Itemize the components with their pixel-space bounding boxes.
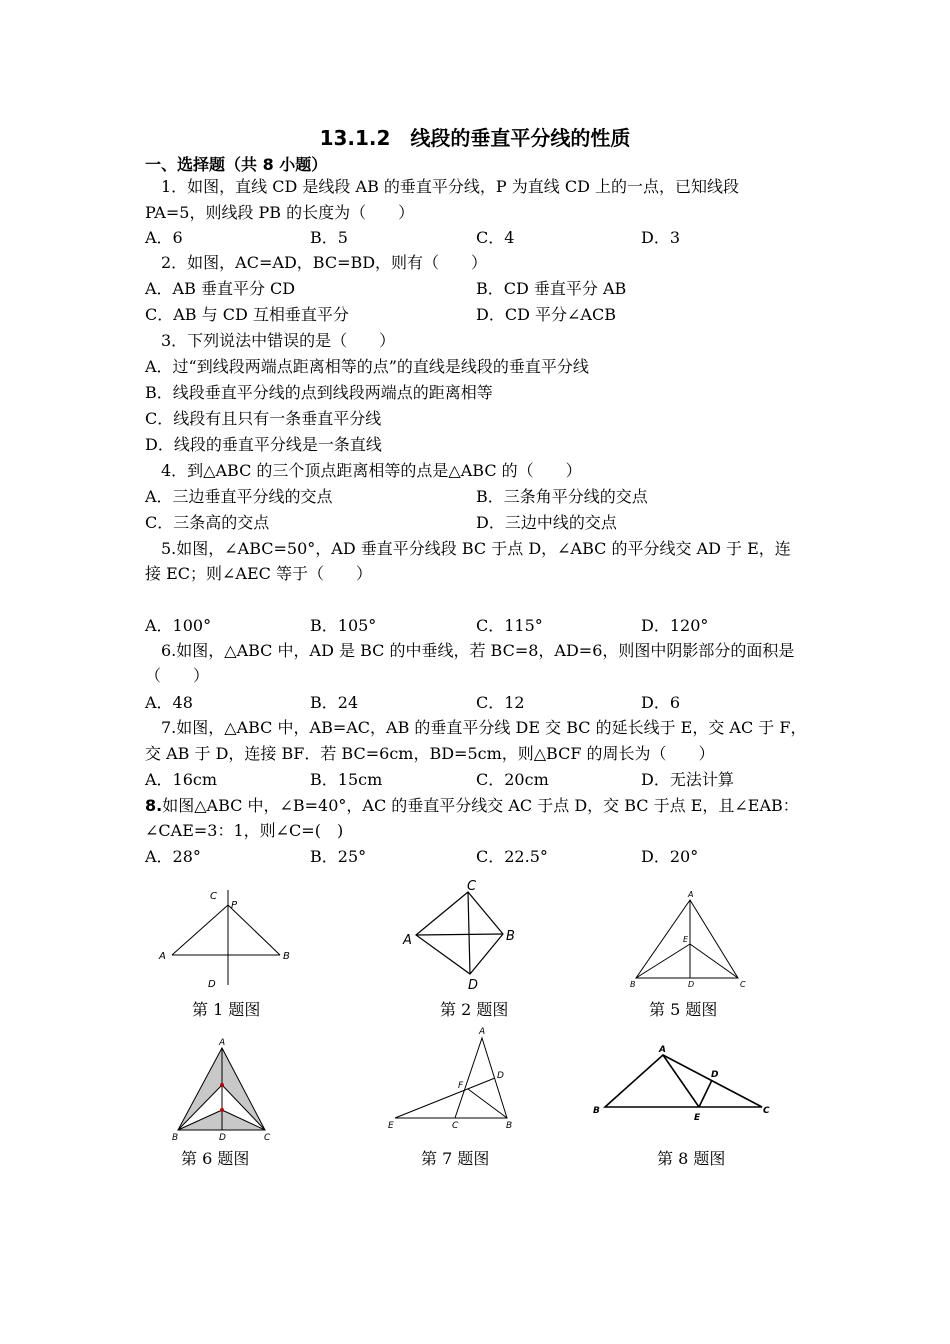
q8-number: 8. [145,796,163,815]
q1-option-c: C．4 [476,228,515,247]
fig1-label-p: P [231,900,238,911]
fig8-segment-ae [663,1055,699,1107]
q6-stem-line1: 6.如图，△ABC 中，AD 是 BC 的中垂线，若 BC=8，AD=6，则图中阴影部分的面积是 [161,641,795,660]
q5-option-a: A．100° [145,616,212,635]
q3-option-c: C．线段有且只有一条垂直平分线 [145,409,382,428]
fig6-label-d: D [219,1133,226,1143]
figure-8-diagram [605,1055,762,1107]
fig6-point-lower [220,1108,224,1112]
q1-stem-line2: PA=5，则线段 PB 的长度为（ ） [145,203,415,222]
q3-option-a: A．过“到线段两端点距离相等的点”的直线是线段的垂直平分线 [145,357,589,376]
fig8-label-d: D [711,1070,719,1080]
q3-option-b: B．线段垂直平分线的点到线段两端点的距离相等 [145,383,493,402]
fig7-label-c: C [452,1121,459,1131]
q4-stem: 4．到△ABC 的三个顶点距离相等的点是△ABC 的（ ） [161,461,582,480]
fig6-label-c: C [264,1133,271,1143]
q2-option-b: B．CD 垂直平分 AB [476,279,627,298]
q5-stem-line2: 接 EC；则∠AEC 等于（ ） [145,564,372,583]
figure-6-caption: 第 6 题图 [181,1149,250,1168]
q5-option-d: D．120° [641,616,709,635]
fig6-label-b: B [172,1133,179,1143]
q1-option-d: D．3 [641,228,681,247]
fig6-label-a: A [219,1038,226,1048]
q8-option-d: D．20° [641,847,699,866]
figure-6-diagram [178,1048,265,1130]
fig5-label-a: A [688,890,694,899]
figure-2-diagram [416,892,503,974]
q5-stem-line1: 5.如图，∠ABC=50°，AD 垂直平分线段 BC 于点 D，∠ABC 的平分线交 AD 于 E，连 [161,539,791,558]
q4-option-a: A．三边垂直平分线的交点 [145,487,333,506]
q3-stem: 3．下列说法中错误的是（ ） [161,331,396,350]
q8-option-a: A．28° [145,847,201,866]
fig2-label-c: C [467,879,477,894]
figure-7-diagram [395,1038,507,1118]
figure-8-caption: 第 8 题图 [657,1149,726,1168]
fig7-label-f: F [458,1081,464,1091]
fig1-segment-pb [228,905,280,955]
fig8-label-b: B [593,1106,600,1116]
fig5-label-e: E [683,935,689,944]
q8-option-b: B．25° [310,847,367,866]
q1-option-b: B．5 [310,228,348,247]
fig1-segment-pa [172,905,228,955]
fig1-label-c: C [210,891,217,902]
fig2-label-d: D [468,978,479,993]
fig2-quadrilateral [416,892,503,974]
q8-stem-text: 如图△ABC 中，∠B=40°，AC 的垂直平分线交 AC 于点 D，交 BC 于点 E，且∠EAB： [162,796,799,815]
fig6-point-upper [220,1083,224,1087]
fig8-label-e: E [694,1113,701,1123]
fig5-segment-be [636,944,690,978]
figure-7-caption: 第 7 题图 [421,1149,490,1168]
fig8-triangle-abc [605,1055,762,1107]
q7-option-c: C．20cm [476,770,549,789]
fig2-label-a: A [403,933,412,948]
fig2-segment-cd [468,892,470,974]
q2-stem: 2．如图，AC=AD，BC=BD，则有（ ） [161,253,488,272]
q3-option-d: D．线段的垂直平分线是一条直线 [145,435,382,454]
fig2-label-b: B [506,929,515,944]
q8-option-c: C．22.5° [476,847,548,866]
fig7-label-a: A [479,1027,486,1037]
q2-option-c: C．AB 与 CD 互相垂直平分 [145,305,349,324]
q2-option-d: D．CD 平分∠ACB [476,305,616,324]
q7-stem-line1: 7.如图，△ABC 中，AB=AC，AB 的垂直平分线 DE 交 BC 的延长线于 E，交 AC 于 F， [161,718,807,737]
q6-option-c: C．12 [476,693,525,712]
fig7-label-b: B [506,1121,513,1131]
page-title: 13.1.2 线段的垂直平分线的性质 [319,126,631,150]
fig5-label-c: C [740,980,746,989]
q8-stem-line2: ∠CAE=3：1，则∠C=( ) [145,821,344,840]
q7-option-d: D．无法计算 [641,770,734,789]
fig8-segment-de [699,1080,712,1107]
q7-option-a: A．16cm [145,770,218,789]
q5-option-b: B．105° [310,616,377,635]
fig7-label-e: E [388,1121,394,1131]
section-heading: 一、选择题（共 8 小题） [145,155,328,174]
q1-option-a: A．6 [145,228,183,247]
fig8-label-a: A [659,1045,666,1055]
figure-5-caption: 第 5 题图 [649,1000,718,1019]
fig1-label-b: B [283,951,290,962]
figure-1-diagram [172,890,280,985]
fig7-segment-bf [468,1089,507,1118]
q5-option-c: C．115° [476,616,543,635]
q7-stem-line2: 交 AB 于 D，连接 BF．若 BC=6cm，BD=5cm，则△BCF 的周长为（ ） [145,744,715,763]
fig1-label-d: D [208,979,216,990]
figure-1-caption: 第 1 题图 [192,1000,261,1019]
fig5-segment-ec [690,944,738,978]
fig1-label-a: A [159,951,166,962]
q4-option-b: B．三条角平分线的交点 [476,487,648,506]
q6-stem-line2: （ ） [145,666,210,685]
q4-option-d: D．三边中线的交点 [476,513,617,532]
q7-option-b: B．15cm [310,770,383,789]
fig2-segment-ab [416,934,503,935]
q4-option-c: C．三条高的交点 [145,513,270,532]
fig8-label-c: C [763,1106,770,1116]
figure-2-caption: 第 2 题图 [440,1000,509,1019]
fig7-label-d: D [497,1071,504,1081]
q6-option-b: B．24 [310,693,359,712]
q6-option-d: D．6 [641,693,681,712]
q6-option-a: A．48 [145,693,193,712]
q2-option-a: A．AB 垂直平分 CD [145,279,296,298]
fig5-label-b: B [630,980,636,989]
q1-stem-line1: 1．如图，直线 CD 是线段 AB 的垂直平分线，P 为直线 CD 上的一点，已知线段 [161,177,740,196]
fig5-label-d: D [688,980,695,989]
